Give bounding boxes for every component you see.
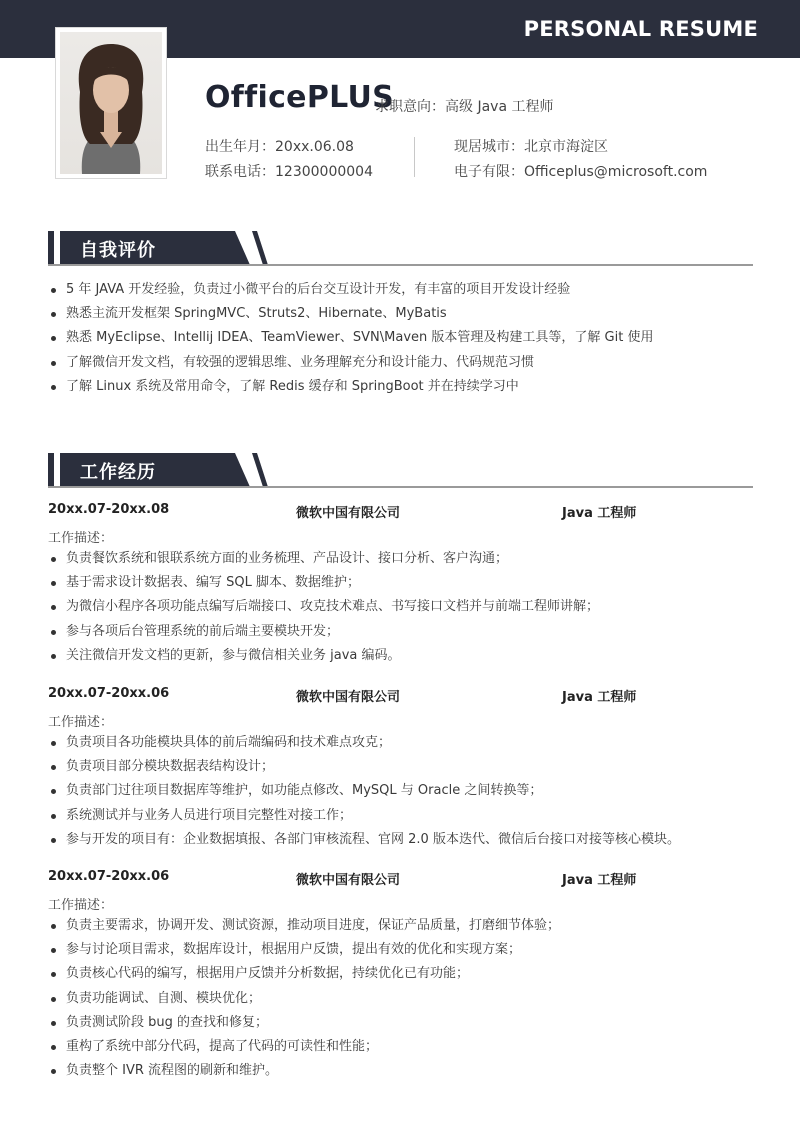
job-header	[48, 869, 753, 889]
profile-photo	[60, 32, 162, 174]
section-accent-bar	[48, 231, 54, 265]
list-item: 参与开发的项目有：企业数据填报、各部门审核流程、官网 2.0 版本迭代、微信后台接口对接等核心模块。	[48, 828, 680, 852]
list-item: 参与各项后台管理系统的前后端主要模块开发；	[48, 620, 599, 644]
info-divider	[414, 137, 415, 177]
list-item: 负责核心代码的编写，根据用户反馈并分析数据，持续优化已有功能；	[48, 962, 560, 986]
list-item: 负责功能调试、自测、模块优化；	[48, 987, 560, 1011]
list-item: 负责餐饮系统和银联系统方面的业务梳理、产品设计、接口分析、客户沟通；	[48, 547, 599, 571]
job-header	[48, 502, 753, 522]
list-item: 负责项目各功能模块具体的前后端编码和技术难点攻克；	[48, 731, 680, 755]
list-item: 了解微信开发文档，有较强的逻辑思维、业务理解充分和设计能力、代码规范习惯	[48, 351, 653, 375]
list-item: 熟悉主流开发框架 SpringMVC、Struts2、Hibernate、MyBatis	[48, 302, 653, 326]
job-desc-label: 工作描述：	[48, 898, 114, 913]
section-title-work-exp: 工作经历	[80, 462, 156, 483]
list-item: 负责整个 IVR 流程图的刷新和维护。	[48, 1059, 560, 1083]
city-label: 现居城市：	[454, 139, 524, 155]
portrait-illustration	[60, 32, 162, 174]
section-head-work-exp	[48, 453, 753, 489]
job-intent-value: 高级 Java 工程师	[445, 99, 554, 115]
list-item: 基于需求设计数据表、编写 SQL 脚本、数据维护；	[48, 571, 599, 595]
section-underline	[48, 264, 753, 266]
candidate-name: OfficePLUS	[205, 80, 395, 115]
banner-title: PERSONAL RESUME	[523, 17, 758, 41]
job-desc-label: 工作描述：	[48, 531, 114, 546]
job-intent-label: 求职意向：	[375, 99, 445, 115]
section-head-self-eval	[48, 231, 753, 267]
job-date: 20xx.07-20xx.06	[48, 686, 170, 701]
job-title: Java 工程师	[562, 506, 637, 521]
email-value: Officeplus@microsoft.com	[524, 164, 708, 180]
job-company: 微软中国有限公司	[296, 873, 401, 888]
birth-label: 出生年月：	[205, 139, 275, 155]
profile-photo-frame	[55, 27, 167, 179]
birth-value: 20xx.06.08	[275, 139, 354, 155]
job-title: Java 工程师	[562, 690, 637, 705]
list-item: 了解 Linux 系统及常用命令，了解 Redis 缓存和 SpringBoot 并在持续学习中	[48, 375, 653, 399]
list-item: 参与讨论项目需求，数据库设计，根据用户反馈，提出有效的优化和实现方案；	[48, 938, 560, 962]
section-slash	[252, 453, 268, 487]
list-item: 重构了系统中部分代码，提高了代码的可读性和性能；	[48, 1035, 560, 1059]
section-accent-bar	[48, 453, 54, 487]
list-item: 负责测试阶段 bug 的查找和修复；	[48, 1011, 560, 1035]
list-item: 负责部门过往项目数据库等维护，如功能点修改、MySQL 与 Oracle 之间转换等；	[48, 779, 680, 803]
city-value: 北京市海淀区	[524, 139, 608, 155]
phone	[205, 161, 373, 181]
job-date: 20xx.07-20xx.08	[48, 502, 170, 517]
job-date: 20xx.07-20xx.06	[48, 869, 170, 884]
city	[454, 136, 608, 156]
job-title: Java 工程师	[562, 873, 637, 888]
self-eval-list	[48, 278, 653, 399]
job-duty-list	[48, 547, 599, 668]
list-item: 5 年 JAVA 开发经验，负责过小微平台的后台交互设计开发，有丰富的项目开发设计经验	[48, 278, 653, 302]
email	[454, 161, 707, 181]
birth-date	[205, 136, 354, 156]
section-slash	[252, 231, 268, 265]
email-label: 电子有限：	[454, 164, 524, 180]
phone-value: 12300000004	[275, 164, 373, 180]
list-item: 熟悉 MyEclipse、Intellij IDEA、TeamViewer、SVN\Maven 版本管理及构建工具等，了解 Git 使用	[48, 326, 653, 350]
job-company: 微软中国有限公司	[296, 690, 401, 705]
job-desc-label: 工作描述：	[48, 715, 114, 730]
section-underline	[48, 486, 753, 488]
job-header	[48, 686, 753, 706]
list-item: 负责主要需求，协调开发、测试资源，推动项目进度，保证产品质量，打磨细节体验；	[48, 914, 560, 938]
phone-label: 联系电话：	[205, 164, 275, 180]
job-company: 微软中国有限公司	[296, 506, 401, 521]
job-intent	[375, 96, 553, 116]
section-title-self-eval: 自我评价	[80, 240, 156, 261]
list-item: 负责项目部分模块数据表结构设计；	[48, 755, 680, 779]
list-item: 为微信小程序各项功能点编写后端接口、攻克技术难点、书写接口文档并与前端工程师讲解；	[48, 595, 599, 619]
job-duty-list	[48, 731, 680, 852]
list-item: 关注微信开发文档的更新，参与微信相关业务 java 编码。	[48, 644, 599, 668]
list-item: 系统测试并与业务人员进行项目完整性对接工作；	[48, 804, 680, 828]
job-duty-list	[48, 914, 560, 1083]
